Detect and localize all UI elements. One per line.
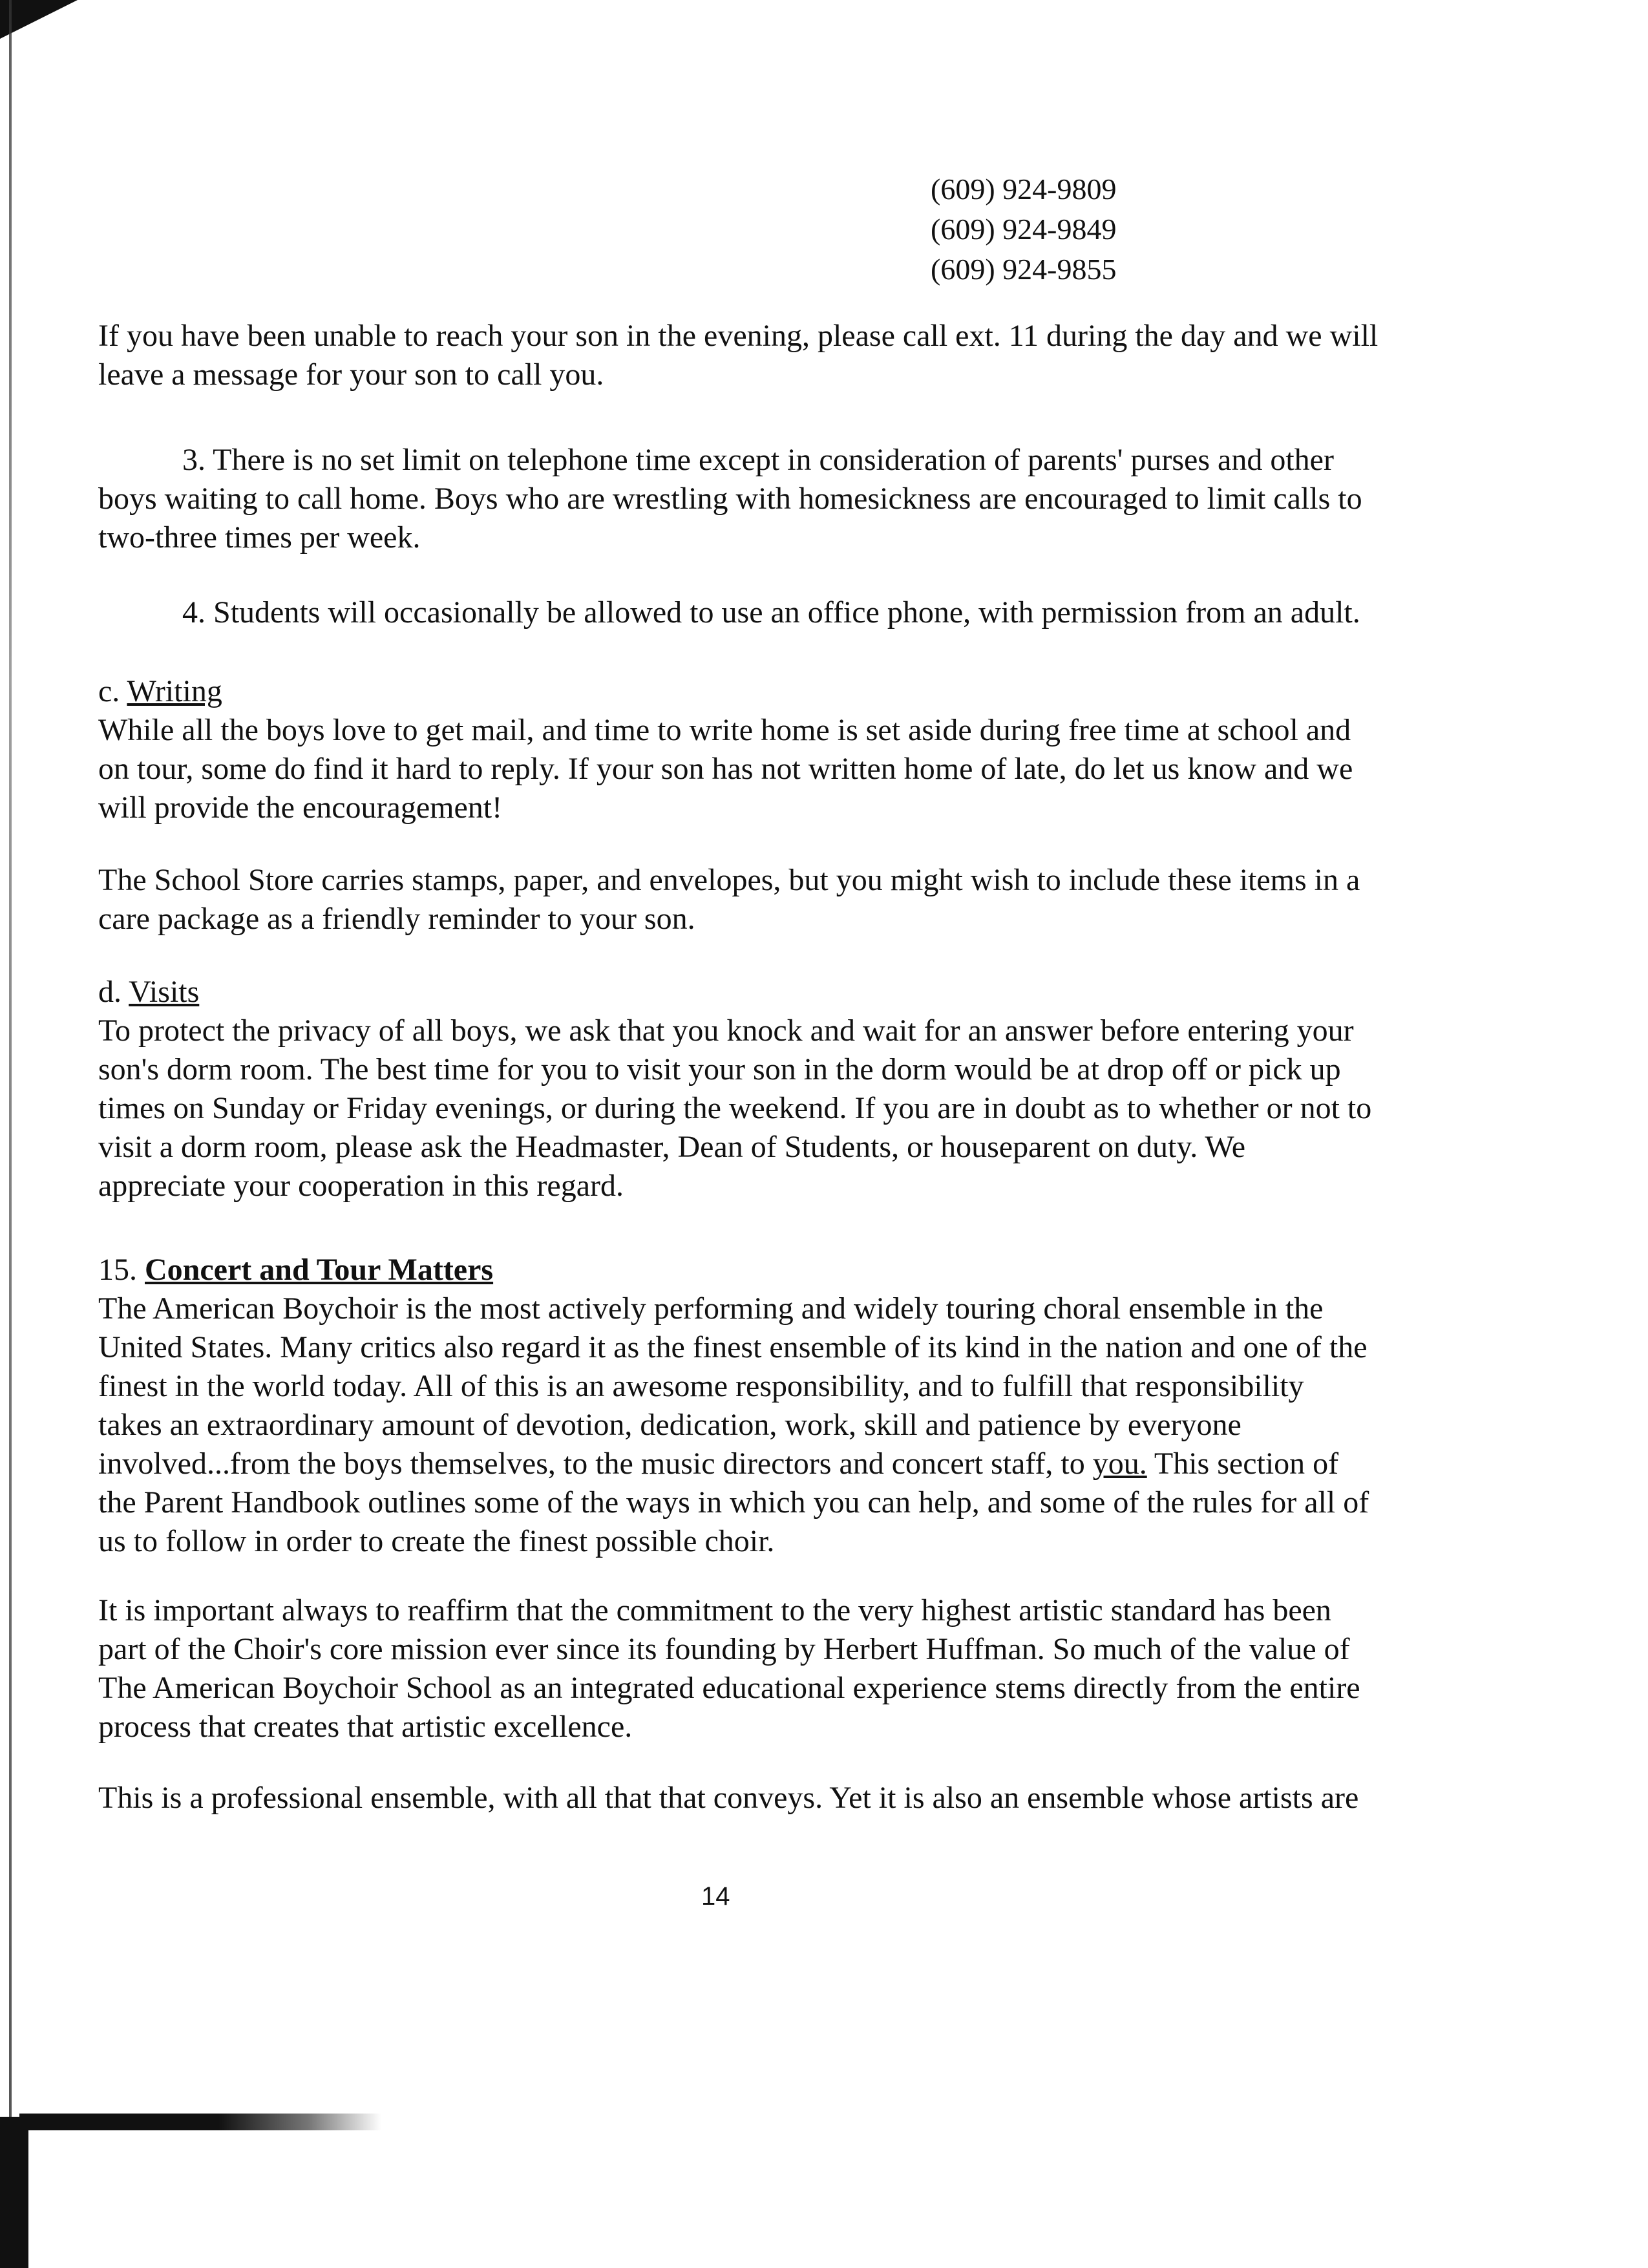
scan-artifact-bottom-bar	[19, 2114, 381, 2130]
text-run: This section of	[1146, 1447, 1339, 1481]
page-number: 14	[701, 1882, 730, 1911]
heading-prefix: c.	[98, 674, 127, 708]
emphasis-you: you.	[1092, 1447, 1147, 1481]
paragraph-line: will provide the encouragement!	[98, 790, 503, 825]
paragraph-line: This is a professional ensemble, with all that that conveys. Yet it is also an ensemble whose artists are	[98, 1781, 1359, 1815]
call-paragraph	[98, 317, 1559, 394]
item-4-paragraph	[98, 593, 1559, 632]
paragraph-line: It is important always to reaffirm that the commitment to the very highest artistic standard has been	[98, 1593, 1331, 1627]
text-run: involved...from the boys themselves, to the music directors and concert staff, to	[98, 1447, 1093, 1481]
paragraph-line: son's dorm room. The best time for you to visit your son in the dorm would be at drop off or pick up	[98, 1052, 1341, 1086]
scan-artifact-bottom-block	[0, 2117, 28, 2268]
paragraph-line: 3. There is no set limit on telephone time except in consideration of parents' purses and other	[182, 443, 1334, 477]
paragraph-line: United States. Many critics also regard it as the finest ensemble of its kind in the nation and one of the	[98, 1330, 1368, 1364]
scan-artifact-corner	[0, 0, 78, 39]
paragraph-line: finest in the world today. All of this is an awesome responsibility, and to fulfill that responsibility	[98, 1369, 1304, 1403]
section-15-paragraph-3	[98, 1779, 1559, 1818]
paragraph-line: The American Boychoir is the most actively performing and widely touring choral ensemble in the	[98, 1291, 1324, 1326]
heading-concert-tour: Concert and Tour Matters	[145, 1253, 494, 1287]
paragraph-line: 4. Students will occasionally be allowed to use an office phone, with permission from an adult.	[182, 595, 1360, 630]
section-number: 15.	[98, 1253, 145, 1287]
phone-number: (609) 924-9809	[931, 173, 1117, 206]
phone-number: (609) 924-9849	[931, 213, 1117, 246]
paragraph-line: leave a message for your son to call you.	[98, 357, 604, 392]
paragraph-line: the Parent Handbook outlines some of the ways in which you can help, and some of the rules for all of	[98, 1485, 1369, 1520]
paragraph-line: The School Store carries stamps, paper, and envelopes, but you might wish to include these items in a	[98, 863, 1360, 897]
paragraph-line: If you have been unable to reach your son in the evening, please call ext. 11 during the day and we will	[98, 319, 1379, 353]
phone-number: (609) 924-9855	[931, 253, 1117, 286]
paragraph-line: care package as a friendly reminder to your son.	[98, 902, 695, 936]
heading-visits: Visits	[129, 975, 200, 1009]
section-heading	[98, 1251, 1559, 1289]
paragraph-line	[98, 1445, 1559, 1483]
heading-prefix: d.	[98, 975, 129, 1009]
paragraph-line: times on Sunday or Friday evenings, or during the weekend. If you are in doubt as to whether or not to	[98, 1091, 1372, 1125]
scan-artifact-left-edge	[9, 0, 12, 2268]
paragraph-line: two-three times per week.	[98, 520, 421, 555]
paragraph-line: takes an extraordinary amount of devotion, dedication, work, skill and patience by everyone	[98, 1408, 1241, 1442]
paragraph-line: visit a dorm room, please ask the Headmaster, Dean of Students, or houseparent on duty. We	[98, 1130, 1246, 1164]
paragraph-line: To protect the privacy of all boys, we ask that you knock and wait for an answer before entering your	[98, 1013, 1354, 1048]
paragraph-line: process that creates that artistic excellence.	[98, 1710, 633, 1744]
paragraph-line: boys waiting to call home. Boys who are wrestling with homesickness are encouraged to limit calls to	[98, 482, 1362, 516]
paragraph-line: part of the Choir's core mission ever since its founding by Herbert Huffman. So much of the value of	[98, 1632, 1350, 1666]
paragraph-line: on tour, some do find it hard to reply. If your son has not written home of late, do let us know and we	[98, 752, 1353, 786]
section-15	[98, 1251, 1559, 1561]
paragraph-line: The American Boychoir School as an integrated educational experience stems directly from the entire	[98, 1671, 1360, 1705]
writing-section	[98, 672, 1559, 827]
paragraph-line: us to follow in order to create the finest possible choir.	[98, 1524, 775, 1558]
section-heading	[98, 973, 1559, 1012]
phone-number-list	[931, 169, 1116, 290]
paragraph-line: appreciate your cooperation in this regard.	[98, 1169, 624, 1203]
heading-writing: Writing	[127, 674, 222, 708]
section-heading	[98, 672, 1559, 711]
section-15-paragraph-2	[98, 1591, 1559, 1746]
visits-section	[98, 973, 1559, 1205]
item-3-paragraph	[98, 441, 1559, 557]
writing-paragraph-2	[98, 861, 1559, 938]
paragraph-line: While all the boys love to get mail, and time to write home is set aside during free time at school and	[98, 713, 1351, 747]
